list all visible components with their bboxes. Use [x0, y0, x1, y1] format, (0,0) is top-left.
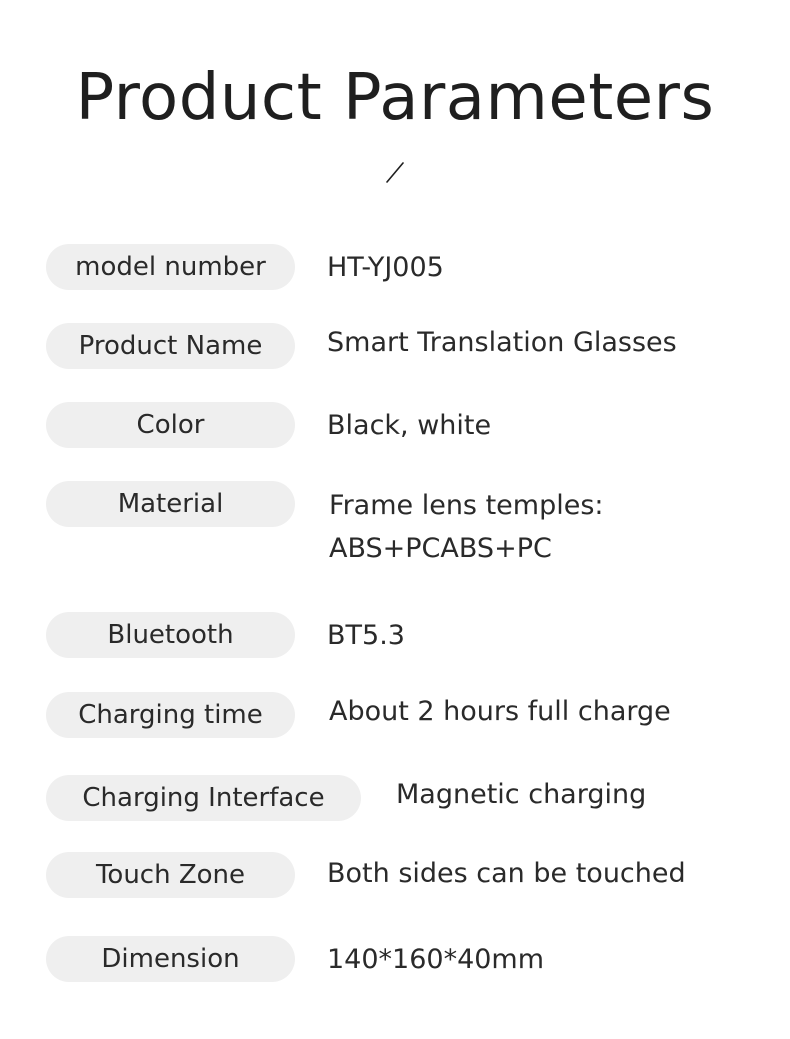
- param-value-product-name: Smart Translation Glasses: [327, 327, 677, 358]
- param-label-product-name: Product Name: [46, 323, 295, 369]
- param-value-material-line1: Frame lens temples:: [329, 490, 604, 521]
- param-label-color: Color: [46, 402, 295, 448]
- param-value-model-number: HT-YJ005: [327, 252, 444, 283]
- param-label-charging-time: Charging time: [46, 692, 295, 738]
- param-label-bluetooth: Bluetooth: [46, 612, 295, 658]
- param-value-bluetooth: BT5.3: [327, 620, 405, 651]
- param-value-color: Black, white: [327, 410, 492, 441]
- slash-divider-icon: [386, 160, 406, 184]
- param-value-dimension: 140*160*40mm: [327, 944, 545, 975]
- param-value-touch-zone: Both sides can be touched: [327, 858, 686, 889]
- param-label-material: Material: [46, 481, 295, 527]
- param-label-charging-interface: Charging Interface: [46, 775, 361, 821]
- param-value-material-line2: ABS+PCABS+PC: [329, 533, 552, 564]
- param-value-charging-time: About 2 hours full charge: [329, 696, 671, 727]
- page-title: Product Parameters: [75, 61, 715, 135]
- param-value-charging-interface: Magnetic charging: [396, 779, 647, 810]
- param-label-touch-zone: Touch Zone: [46, 852, 295, 898]
- param-label-model-number: model number: [46, 244, 295, 290]
- param-label-dimension: Dimension: [46, 936, 295, 982]
